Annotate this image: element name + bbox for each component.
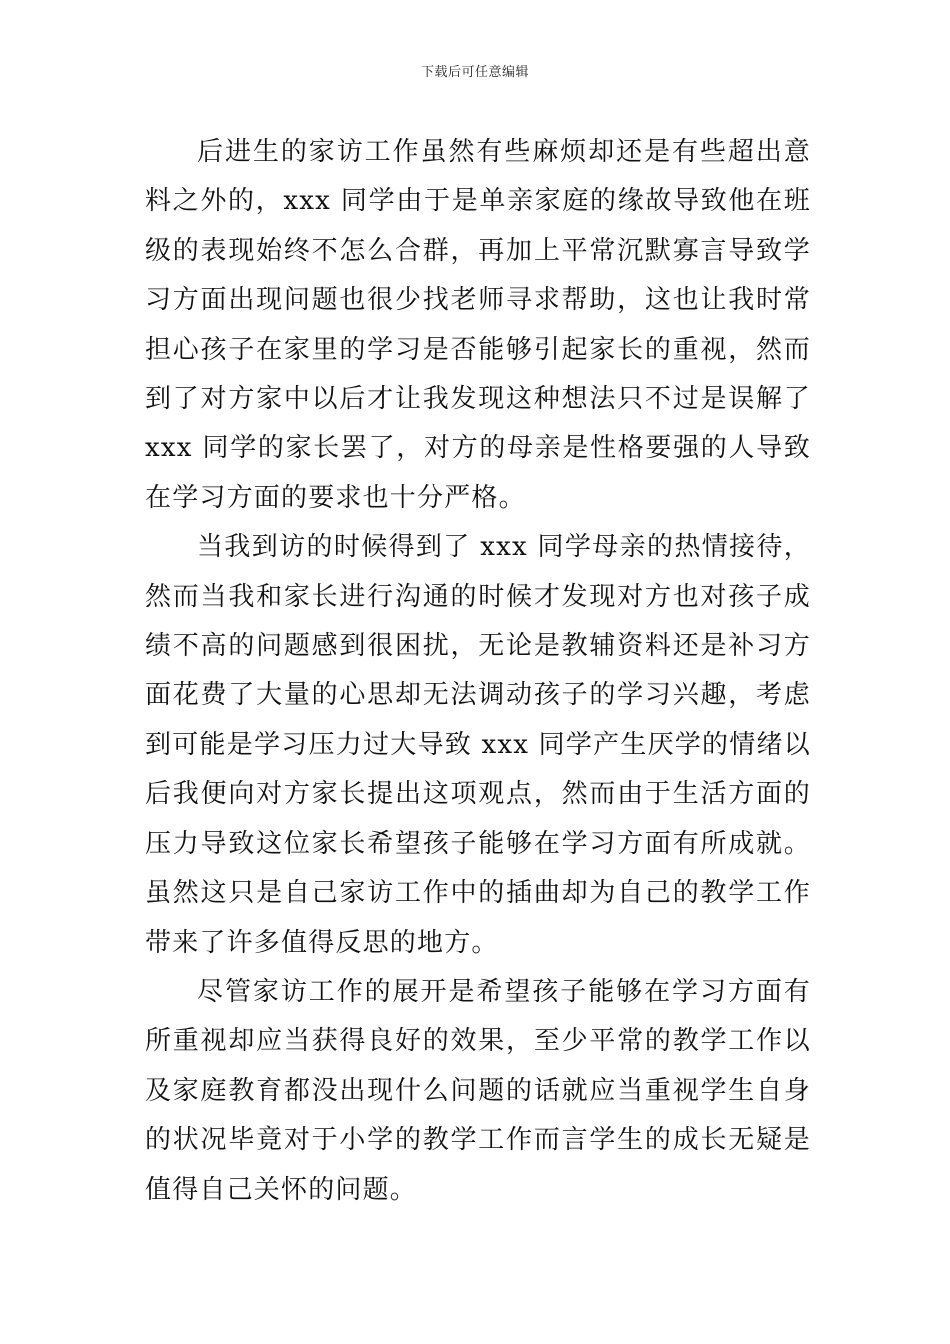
paragraph-3: 尽管家访工作的展开是希望孩子能够在学习方面有所重视却应当获得良好的效果，至少平常的教学工作以及家庭教育都没出现什么问题的话就应当重视学生自身的状况毕竟对于小学的教学工作而言学生的成长无疑是值得自己关怀的问题。: [145, 976, 811, 1205]
page-header: 下载后可任意编辑: [420, 65, 529, 80]
paragraph-1: 后进生的家访工作虽然有些麻烦却还是有些超出意料之外的，xxx 同学由于是单亲家庭的缘故导致他在班级的表现始终不怎么合群，再加上平常沉默寡言导致学习方面出现问题也很少找老师寻求帮助，这也让我时常担心孩子在家里的学习是否能够引起家长的重视，然而到了对方家中以后才让我发现这种想法只不过是误解了 xxx 同学的家长罢了，对方的母亲是性格要强的人导致在学习方面的要求也十分严格。: [145, 137, 811, 513]
document-body: [145, 128, 811, 1215]
paragraph-2: 当我到访的时候得到了 xxx 同学母亲的热情接待，然而当我和家长进行沟通的时候才发现对方也对孩子成绩不高的问题感到很困扰，无论是教辅资料还是补习方面花费了大量的心思却无法调动孩子的学习兴趣，考虑到可能是学习压力过大导致 xxx 同学产生厌学的情绪以后我便向对方家长提出这项观点，然而由于生活方面的压力导致这位家长希望孩子能够在学习方面有所成就。虽然这只是自己家访工作中的插曲却为自己的教学工作带来了许多值得反思的地方。: [145, 532, 811, 958]
